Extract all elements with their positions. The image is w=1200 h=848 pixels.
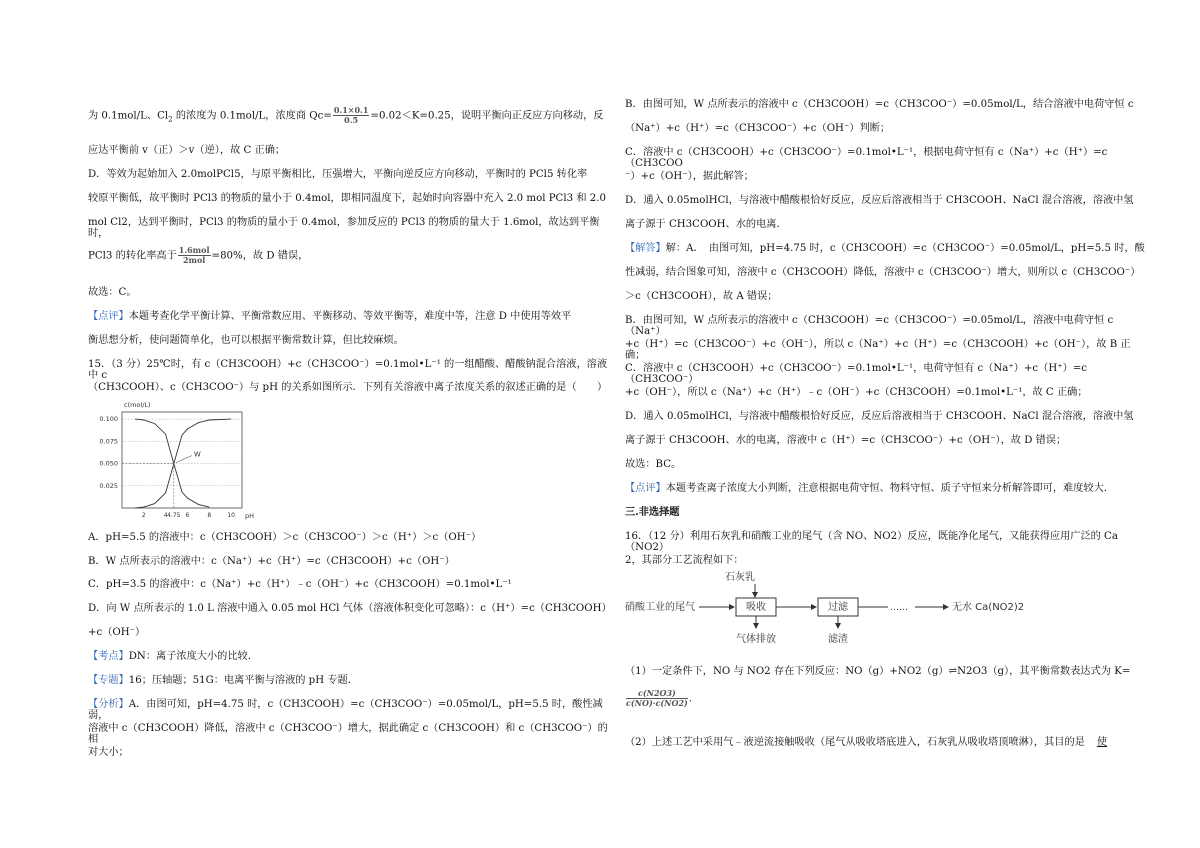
text-segment: 的浓度为 0.1mol/L，浓度商 Qc= [172,110,332,122]
text-line: ⁻）+c（OH⁻），据此解答； [625,171,754,182]
text-line: D．通入 0.05molHCl，与溶液中醋酸根恰好反应，反应后溶液相当于 CH3COOH、NaCl 混合溶液，溶液中氢 [625,411,1134,422]
chart-xlabel: pH [245,512,255,520]
fraction-denominator: 2mol [182,255,206,265]
flow-below-gas: 气体排放 [736,634,776,645]
comment-line [88,311,608,322]
chart-x-tick: 4.75 [167,512,181,519]
text-line: +c（OH⁻），所以 c（Na⁺）+c（H⁺）﹣c（OH⁻）+c（CH3COOH）=0.1mol•L⁻¹，故 C 正确； [625,387,1088,398]
topic-tag: 【考点】 [88,651,129,662]
fraction-numerator: 1.6mol [178,245,210,255]
text-line: 较原平衡低，故平衡时 PCl3 的物质的量小于 0.4mol，即相同温度下，起始时向容器中充入 2.0 mol PCl3 和 2.0 [88,193,606,204]
fraction-numerator: c(N2O3) [626,689,688,699]
text-line: 衡思想分析，使问题简单化，也可以根据平衡常数计算，但比较麻烦。 [88,335,404,346]
comment-tag: 【点评】 [88,311,129,322]
special-line [88,675,608,686]
chart-series-line [135,419,209,507]
text-line: 为 0.1mol/L、$Cl_2$ 的浓度为 0.1mol/L，浓度商 Qc= $\frac{0.1\times 0.1}{0.5}$ =0.02＜K=0.25，说明平衡向正反应方向移动，反 [88,105,604,125]
special-tag: 【专题】 [88,675,129,686]
question-16-line: 16．（12 分）利用石灰乳和硝酸工业的尾气（含 NO、NO2）反应，既能净化尾气，又能获得应用广泛的 Ca（NO2） [625,531,1118,553]
fraction-denominator: c(NO)·c(NO2) [626,698,688,708]
comment-tag: 【点评】 [625,483,666,494]
answer-line [625,243,1145,254]
text-line [88,246,608,265]
chart-ylabel: c(mol/L) [124,401,151,409]
flow-output-label: 无水 Ca(NO2)2 [952,602,1025,613]
option-b: B．W 点所表示的溶液中：c（Na⁺）+c（H⁺）=c（CH3COOH）+c（OH⁻） [88,556,455,567]
text-line: 故选：BC。 [625,459,682,470]
flow-below-residue: 滤渣 [828,634,848,645]
answer-tag: 【解答】 [625,243,666,254]
fraction [626,689,688,708]
text-line: +c（OH⁻） [88,627,146,638]
text-segment: . [688,693,693,705]
text-segment: A．由图可知，pH=4.75 时，c（CH3COOH）=c（CH3COO⁻）=0.05mol/L，pH=5.5 时，酸性减弱， [88,699,603,721]
question-15-line: 15．（3 分）25℃时，有 c（CH3COOH）+c（CH3COO⁻）=0.1mol•L⁻¹ 的一组醋酸、醋酸钠混合溶液，溶液中 c [88,359,608,381]
equilibrium-constant [625,689,1145,708]
chart-point-label: W [193,450,201,459]
flow-dots: …… [890,603,908,613]
section-heading: 三.非选择题 [625,506,680,518]
text-line [625,737,1145,748]
flow-top-label: 石灰乳 [725,572,755,583]
text-segment: =0.02＜K=0.25，说明平衡向正反应方向移动，反 [370,110,604,122]
ph-concentration-chart [82,396,255,528]
chart-x-tick: 8 [207,512,212,519]
topic-line [88,651,608,662]
text-segment: 16；压轴题；51G：电离平衡与溶液的 pH 专题． [128,675,358,686]
text-line: 2，其部分工艺流程如下： [625,555,744,566]
text-line: B．由图可知，W 点所表示的溶液中 c（CH3COOH）=c（CH3COO⁻）=0.05mol/L，结合溶液中电荷守恒 c [625,99,1134,110]
answer-blank: 使 [1096,737,1108,748]
text-segment: （2）上述工艺中采用气﹣液逆流接触吸收（尾气从吸收塔底进入，石灰乳从吸收塔顶喷淋），其目的是 [625,737,1085,748]
analysis-line [88,699,608,721]
text-line: 离子源于 CH3COOH、水的电离． [625,219,787,230]
chart-y-tick: 0.100 [99,415,118,424]
chart-x-tick: 4 [163,512,168,519]
analysis-tag: 【分析】 [88,699,129,710]
chart-x-tick: 6 [185,512,190,519]
text-segment: 解：A． 由图可知，pH=4.75 时，c（CH3COOH）=c（CH3COO⁻）=0.05mol/L，pH=5.5 时，酸 [665,243,1145,254]
text-line: 应达平衡前 v（正）＞v（逆），故 C 正确； [88,145,286,156]
chart-point-pointer [176,456,192,463]
fraction-numerator: 0.1×0.1 [333,105,369,115]
text-line: （CH3COOH）、c（CH3COO⁻）与 pH 的关系如图所示．下列有关溶液中离子浓度关系的叙述正确的是（ ） [88,382,608,393]
text-line: C．溶液中 c（CH3COOH）+c（CH3COO⁻）=0.1mol•L⁻¹，电荷守恒有 c（Na⁺）+c（H⁺）=c（CH3COO⁻） [625,363,1088,385]
fraction [178,246,211,265]
text-segment: 本题考查化学平衡计算、平衡常数应用、平衡移动、等效平衡等，难度中等，注意 D 中使用等效平 [128,311,572,322]
flow-box-absorb-label: 吸收 [746,602,766,613]
text-segment: DN：离子浓度大小的比较． [128,651,258,662]
text-line: B．由图可知，W 点所表示的溶液中 c（CH3COOH）=c（CH3COO⁻）=0.05mol/L，溶液中电荷守恒 c（Na⁺） [625,315,1114,337]
text-line: C．溶液中 c（CH3COOH）+c（CH3COO⁻）=0.1mol•L⁻¹，根据电荷守恒有 c（Na⁺）+c（H⁺）=c（CH3COO [625,147,1108,169]
text-line: 故选：C。 [88,287,137,298]
option-a: A．pH=5.5 的溶液中：c（CH3COOH）＞c（CH3COO⁻）＞c（H⁺）＞c（OH⁻） [88,532,482,543]
fraction-denominator: 0.5 [344,115,359,125]
text-line: D．等效为起始加入 2.0molPCl5，与原平衡相比，压强增大，平衡向逆反应方向移动，平衡时的 PCl5 转化率 [88,169,588,180]
text-line: 对大小； [88,747,129,758]
text-line: mol Cl2，达到平衡时，PCl3 的物质的量小于 0.4mol，参加反应的 PCl3 的物质的量大于 1.6mol，故达到平衡时， [88,217,600,239]
process-flow-diagram [625,566,1025,656]
fraction [333,106,370,125]
option-d: D．向 W 点所表示的 1.0 L 溶液中通入 0.05 mol HCl 气体（溶液体积变化可忽略）：c（H⁺）=c（CH3COOH） [88,603,612,614]
text-line: ＞c（CH3COOH），故 A 错误； [625,291,778,302]
chart-y-tick: 0.075 [99,437,118,446]
chart-y-tick: 0.050 [99,459,118,468]
flow-box-filter-label: 过滤 [828,602,848,613]
text-segment: 为 0.1mol/L、Cl [88,110,169,122]
chart-x-tick: 2 [141,512,146,519]
chart-x-tick: 10 [227,512,235,519]
text-line: 性减弱，结合图象可知，溶液中 c（CH3COOH）降低，溶液中 c（CH3COO⁻）增大，则所以 c（CH3COO⁻） [625,267,1141,278]
chart-y-tick: 0.025 [99,481,118,490]
text-segment: PCl3 的转化率高于 [88,250,177,262]
comment-line [625,483,1145,494]
option-c: C．pH=3.5 的溶液中：c（Na⁺）+c（H⁺）﹣c（OH⁻）+c（CH3COOH）=0.1mol•L⁻¹ [88,579,512,590]
flow-input-label: 硝酸工业的尾气 [625,602,695,613]
text-line: D．通入 0.05molHCl，与溶液中醋酸根恰好反应，反应后溶液相当于 CH3COOH、NaCl 混合溶液，溶液中氢 [625,195,1134,206]
text-line: 离子源于 CH3COOH、水的电离，溶液中 c（H⁺）=c（CH3COO⁻）+c（OH⁻），故 D 错误； [625,435,1067,446]
text-line: （1）一定条件下，NO 与 NO2 存在下列反应：NO（g）+NO2（g）⇌N2O3（g），其平衡常数表达式为 K= [625,666,1131,677]
text-line: 溶液中 c（CH3COOH）降低，溶液中 c（CH3COO⁻）增大，据此确定 c（CH3COOH）和 c（CH3COO⁻）的相 [88,723,608,745]
text-line: +c（H⁺）=c（CH3COO⁻）+c（OH⁻），所以 c（Na⁺）+c（H⁺）=c（CH3COOH）+c（OH⁻），故 B 正确； [625,339,1131,361]
text-line: （Na⁺）+c（H⁺）=c（CH3COO⁻）+c（OH⁻）判断； [625,123,891,134]
text-segment: 本题考查离子浓度大小判断，注意根据电荷守恒、物料守恒、质子守恒来分析解答即可，难度较大． [665,483,1114,494]
text-segment: =80%，故 D 错误， [211,250,309,262]
